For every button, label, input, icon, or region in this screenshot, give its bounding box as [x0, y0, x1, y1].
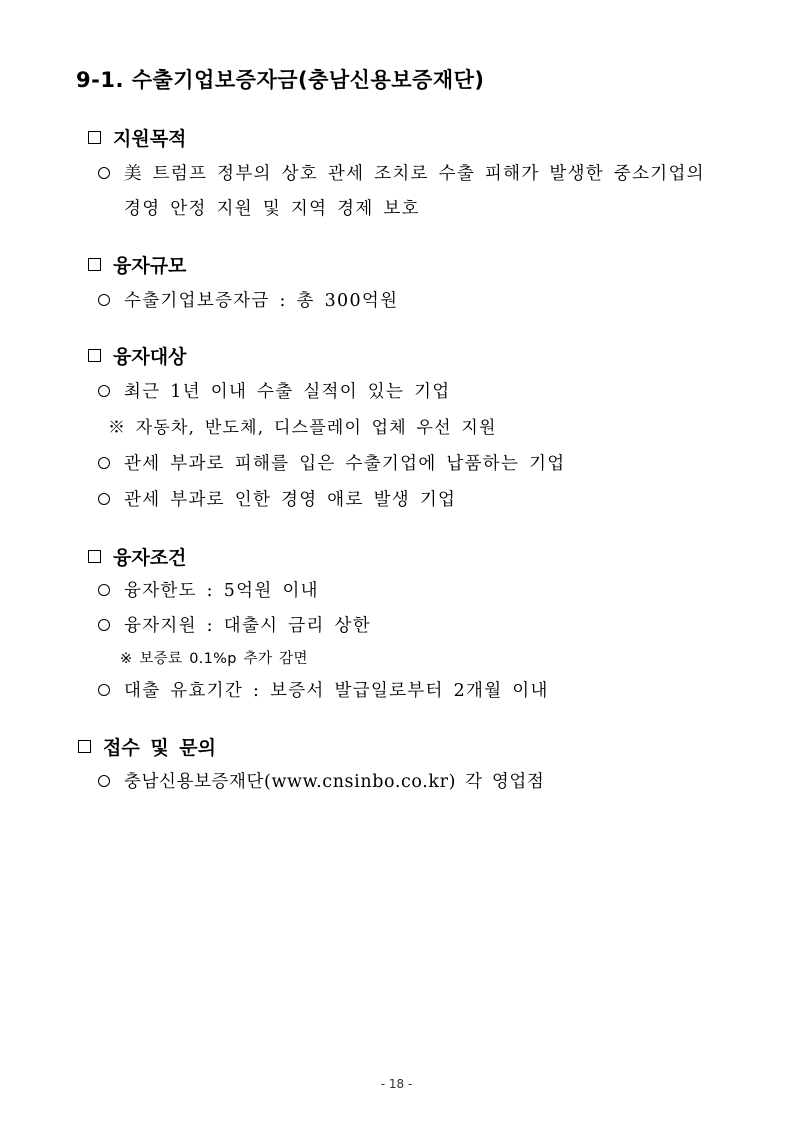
terms-item-text: 융자지원 : 대출시 금리 상한	[124, 616, 371, 636]
target-item-3	[98, 486, 456, 511]
terms-item-text: 대출 유효기간 : 보증서 발급일로부터 2개월 이내	[124, 681, 549, 701]
section-heading-contact	[78, 733, 216, 760]
square-bullet-icon	[88, 131, 101, 144]
circle-bullet-icon	[98, 619, 110, 631]
terms-item-2	[98, 612, 371, 637]
circle-bullet-icon	[98, 385, 110, 397]
purpose-item-text-2: 경영 안정 지원 및 지역 경제 보호	[124, 199, 420, 219]
section-heading-purpose	[88, 124, 186, 151]
target-item-text: 관세 부과로 피해를 입은 수출기업에 납품하는 기업	[124, 454, 566, 474]
target-item-text: 관세 부과로 인한 경영 애로 발생 기업	[124, 490, 457, 510]
circle-bullet-icon	[98, 294, 110, 306]
terms-item-1	[98, 577, 319, 602]
section-heading-label: 융자대상	[113, 346, 187, 368]
section-heading-target	[88, 342, 186, 369]
target-note: ※ 자동차, 반도체, 디스플레이 업체 우선 지원	[108, 418, 497, 438]
circle-bullet-icon	[98, 584, 110, 596]
purpose-item-continuation	[124, 195, 420, 220]
page-title: 9-1. 수출기업보증자금(충남신용보증재단)	[76, 68, 485, 92]
purpose-item	[98, 160, 705, 185]
circle-bullet-icon	[98, 167, 110, 179]
contact-item-text: 충남신용보증재단(www.cnsinbo.co.kr) 각 영업점	[124, 772, 545, 792]
target-item-1	[98, 378, 450, 403]
purpose-item-text: 美 트럼프 정부의 상호 관세 조치로 수출 피해가 발생한 중소기업의	[124, 164, 705, 184]
terms-item-3	[98, 677, 549, 702]
square-bullet-icon	[78, 740, 91, 753]
square-bullet-icon	[88, 258, 101, 271]
scale-item-text: 수출기업보증자금 : 총 300억원	[124, 291, 399, 311]
target-item-text: 최근 1년 이내 수출 실적이 있는 기업	[124, 382, 451, 402]
section-heading-label: 융자조건	[113, 547, 187, 569]
circle-bullet-icon	[98, 775, 110, 787]
section-heading-label: 접수 및 문의	[103, 737, 216, 759]
square-bullet-icon	[88, 349, 101, 362]
section-heading-terms	[88, 543, 186, 570]
target-item-2	[98, 450, 565, 475]
terms-item-text: 융자한도 : 5억원 이내	[124, 581, 319, 601]
section-heading-label: 융자규모	[113, 255, 187, 277]
circle-bullet-icon	[98, 684, 110, 696]
scale-item	[98, 287, 398, 312]
circle-bullet-icon	[98, 457, 110, 469]
section-heading-label: 지원목적	[113, 128, 187, 150]
section-heading-scale	[88, 251, 186, 278]
contact-item	[98, 768, 544, 793]
square-bullet-icon	[88, 550, 101, 563]
circle-bullet-icon	[98, 493, 110, 505]
terms-note: ※ 보증료 0.1%p 추가 감면	[120, 651, 308, 667]
page-number: - 18 -	[380, 1077, 413, 1091]
